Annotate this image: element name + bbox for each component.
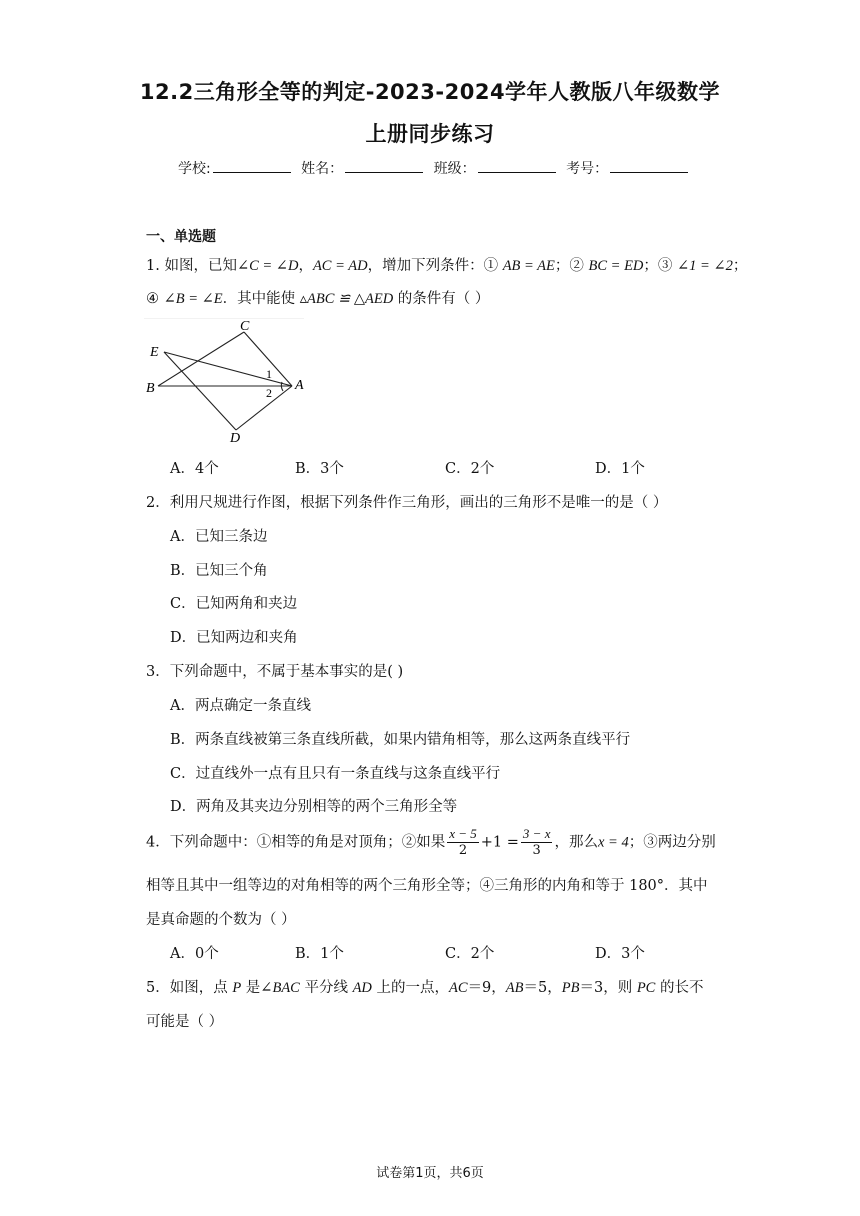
student-info-row [178, 158, 694, 178]
school-label: 学校: [178, 161, 211, 177]
exam-no-label: 考号： [566, 161, 609, 177]
q1-line-2: ④ ∠B = ∠E．其中能使 ▵ABC ≌ △AED 的条件有（ ） [146, 291, 490, 307]
title-line-2: 上册同步练习 [365, 122, 495, 146]
school-blank[interactable] [213, 158, 291, 173]
angle-1-label: 1 [266, 367, 272, 381]
q4-fraction-2: $\frac{3 - x}{3}$ [522, 826, 551, 858]
q1-line-1: 1. 如图，已知∠C = ∠D，AC = AD，增加下列条件：① AB = AE；② BC = ED；③ ∠1 = ∠2； [146, 258, 748, 274]
class-blank[interactable] [478, 158, 556, 173]
q3-stem: 3．下列命题中，不属于基本事实的是( ) [146, 664, 404, 680]
q2-stem: 2．利用尺规进行作图，根据下列条件作三角形，画出的三角形不是唯一的是（ ） [146, 495, 668, 511]
q1-figure [144, 318, 314, 446]
q3-option-b[interactable]: B．两条直线被第三条直线所截，如果内错角相等，那么这两条直线平行 [170, 732, 631, 748]
q2-option-d[interactable]: D．已知两边和夹角 [170, 630, 298, 646]
label-A: A [295, 378, 304, 393]
q4-option-b[interactable]: B．1个 [295, 946, 344, 962]
q4-line-1: 4．下列命题中：①相等的角是对顶角；②如果 $\frac{x - 5}{2}$ +1 = $\frac{3 - x}{3}$ ，那么x = 4；③两边分别 [146, 826, 716, 858]
q3-option-d[interactable]: D．两角及其夹边分别相等的两个三角形全等 [170, 799, 458, 815]
q4-fraction-1: $\frac{x - 5}{2}$ [449, 826, 477, 858]
name-blank[interactable] [345, 158, 423, 173]
q3-option-c[interactable]: C．过直线外一点有且只有一条直线与这条直线平行 [170, 766, 501, 782]
name-label: 姓名： [301, 161, 344, 177]
label-C: C [240, 319, 250, 334]
angle-2-label: 2 [266, 386, 272, 400]
section-heading: 一、单选题 [146, 229, 216, 245]
label-E: E [150, 345, 159, 360]
q2-option-b[interactable]: B．已知三个角 [170, 563, 268, 579]
title-line-1: 12.2三角形全等的判定-2023-2024学年人教版八年级数学 [139, 80, 721, 104]
q1-option-c[interactable]: C．2个 [445, 461, 495, 477]
class-label: 班级： [433, 161, 476, 177]
q4-option-a[interactable]: A．0个 [170, 946, 219, 962]
q1-option-a[interactable]: A．4个 [170, 461, 219, 477]
label-D: D [230, 431, 241, 446]
q4-line-3: 是真命题的个数为（ ） [146, 912, 296, 928]
q2-option-c[interactable]: C．已知两角和夹边 [170, 596, 298, 612]
label-B: B [146, 381, 155, 396]
q2-option-a[interactable]: A．已知三条边 [170, 529, 268, 545]
q4-option-d[interactable]: D．3个 [595, 946, 645, 962]
exam-no-blank[interactable] [610, 158, 688, 173]
q5-line-1: 5．如图，点 P 是∠BAC 平分线 AD 上的一点，AC＝9，AB＝5，PB＝3，则 PC 的长不 [146, 980, 704, 996]
q4-option-c[interactable]: C．2个 [445, 946, 495, 962]
q5-line-2: 可能是（ ） [146, 1014, 224, 1030]
q1-option-b[interactable]: B．3个 [295, 461, 344, 477]
q3-option-a[interactable]: A．两点确定一条直线 [170, 698, 311, 714]
q4-line-2: 相等且其中一组等边的对角相等的两个三角形全等；④三角形的内角和等于 180°．其中 [146, 878, 708, 894]
q1-option-d[interactable]: D．1个 [595, 461, 645, 477]
page-footer: 试卷第1页，共6页 [376, 1166, 484, 1181]
